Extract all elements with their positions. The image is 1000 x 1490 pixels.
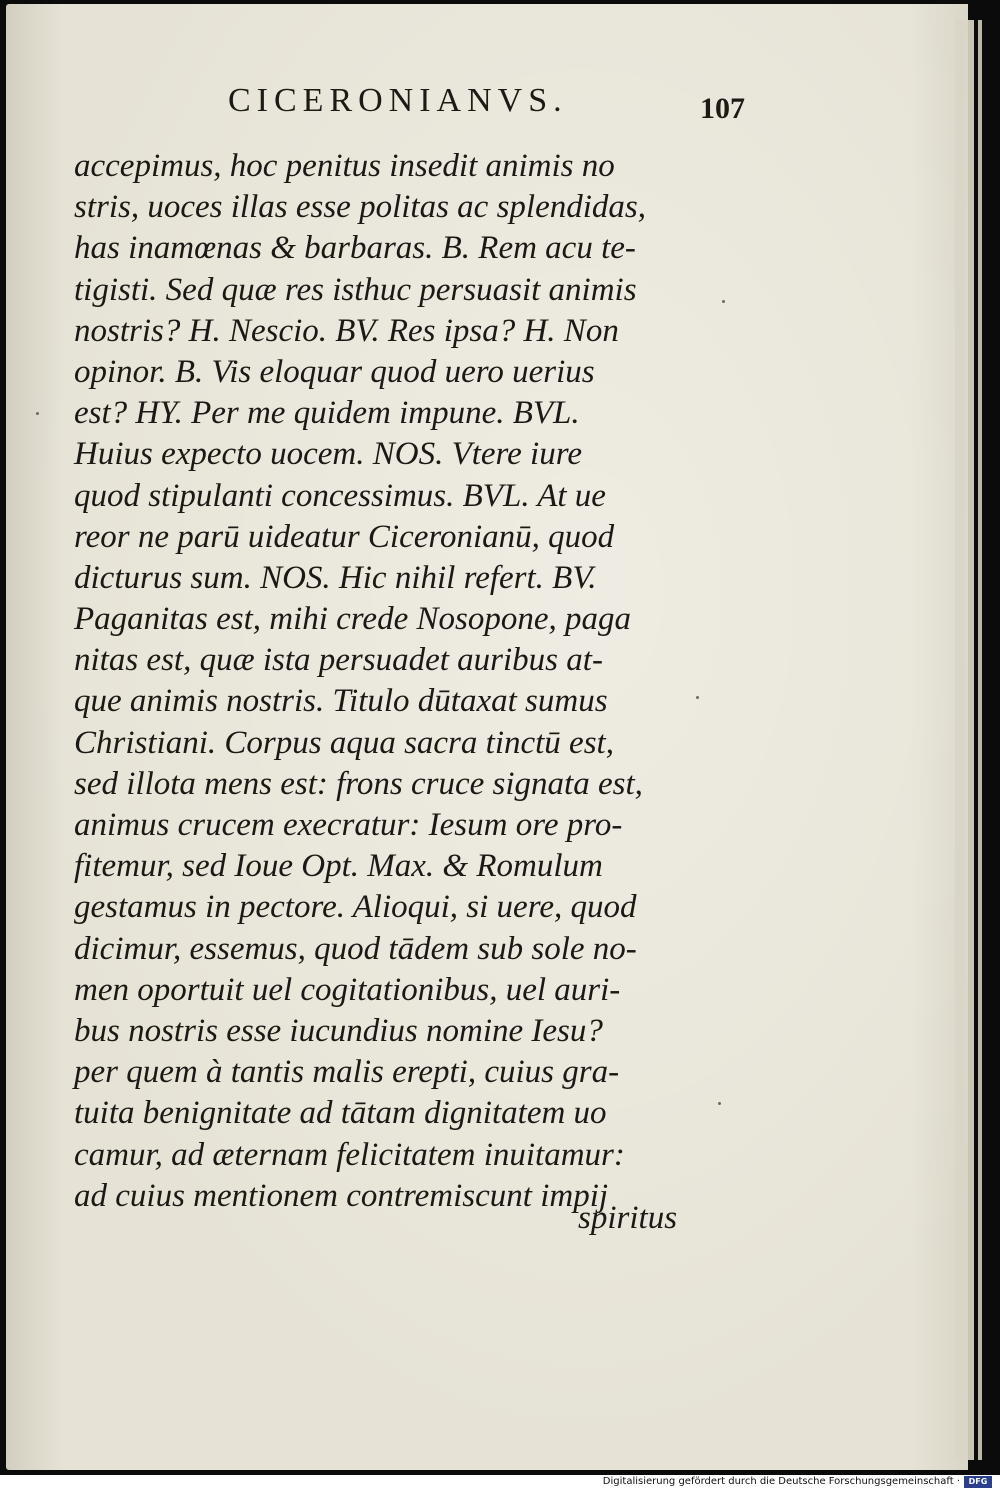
page-edge — [955, 20, 965, 1460]
page-number: 107 — [700, 92, 745, 125]
text-line: reor ne parū uideatur Ciceronianū, quod — [74, 518, 615, 555]
text-line: Huius expecto uocem. NOS. Vtere iure — [74, 436, 582, 473]
text-line: accepimus, hoc penitus insedit animis no — [74, 148, 615, 184]
paper-speck — [36, 412, 39, 415]
text-line: nostris? H. Nescio. BV. Res ipsa? H. Non — [74, 312, 619, 349]
text-line: sed illota mens est: frons cruce signata est, — [74, 765, 643, 802]
running-head: CICERONIANVS. — [228, 82, 568, 119]
catchword: spiritus — [578, 1200, 678, 1236]
text-line: dicturus sum. NOS. Hic nihil refert. BV. — [74, 559, 597, 596]
paper-speck — [718, 1102, 721, 1105]
text-line: que animis nostris. Titulo dūtaxat sumus — [74, 683, 608, 720]
text-line: quod stipulanti concessimus. BVL. At ue — [74, 477, 606, 514]
text-line: per quem à tantis malis erepti, cuius gra- — [74, 1054, 620, 1091]
text-line: has inamœnas & barbaras. B. Rem acu te- — [74, 230, 636, 267]
text-line: tigisti. Sed quæ res isthuc persuasit animis — [74, 271, 637, 308]
digitization-footer — [0, 1475, 1000, 1490]
text-line: opinor. B. Vis eloquar quod uero uerius — [74, 353, 595, 390]
text-line: ad cuius mentionem contremiscunt impij — [74, 1177, 609, 1214]
text-line: camur, ad æternam felicitatem inuitamur: — [74, 1136, 625, 1173]
body-text — [74, 146, 714, 1217]
text-line: bus nostris esse iucundius nomine Iesu? — [74, 1012, 603, 1049]
funding-credit: Digitalisierung gefördert durch die Deutsche Forschungsgemeinschaft · — [602, 1476, 960, 1487]
text-line: stris, uoces illas esse politas ac splendidas, — [74, 189, 646, 226]
page-edge — [978, 20, 982, 1460]
paper-speck — [722, 300, 725, 303]
text-line: animus crucem execratur: Iesum ore pro- — [74, 807, 623, 843]
text-line: fitemur, sed Ioue Opt. Max. & Romulum — [74, 848, 603, 885]
page-edge — [968, 20, 974, 1460]
text-line: nitas est, quæ ista persuadet auribus at- — [74, 642, 603, 679]
text-line: tuita benignitate ad tātam dignitatem uo — [74, 1095, 607, 1132]
dfg-logo: DFG — [964, 1476, 992, 1488]
text-line: Paganitas est, mihi crede Nosopone, paga — [74, 601, 631, 638]
text-line: Christiani. Corpus aqua sacra tinctū est, — [74, 724, 614, 761]
text-line: dicimur, essemus, quod tādem sub sole no- — [74, 930, 637, 967]
text-line: est? HY. Per me quidem impune. BVL. — [74, 395, 580, 432]
text-line: men oportuit uel cogitationibus, uel auri- — [74, 971, 621, 1008]
text-line: gestamus in pectore. Alioqui, si uere, quod — [74, 889, 637, 926]
